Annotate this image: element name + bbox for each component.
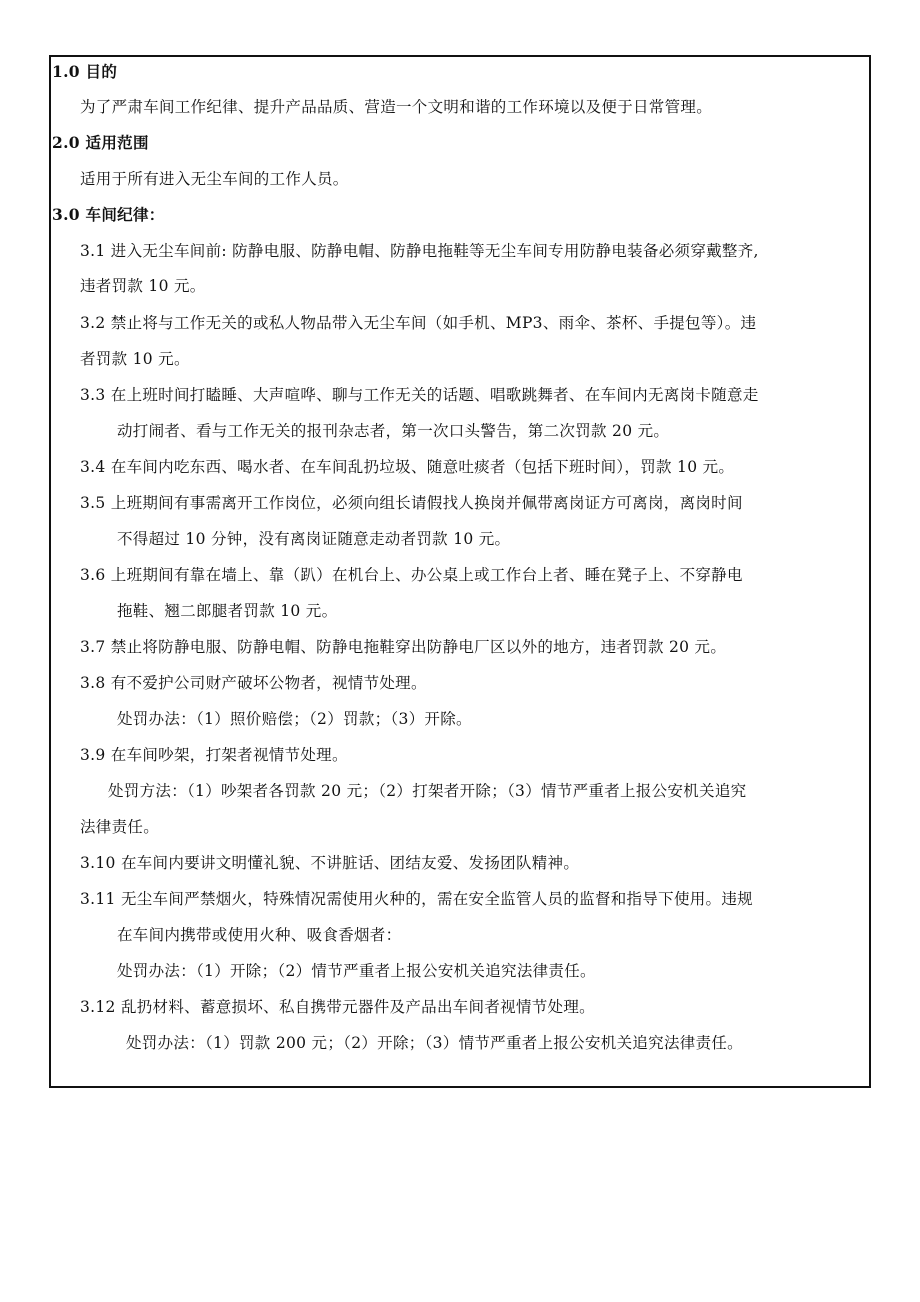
rule-3-9-line-1: 3.9 在车间吵架，打架者视情节处理。 [80, 746, 348, 764]
rule-3-10-line-1: 3.10 在车间内要讲文明懂礼貌、不讲脏话、团结友爱、发扬团队精神。 [80, 854, 580, 872]
rule-3-12-penalty: 处罚办法：（1）罚款 200 元；（2）开除；（3）情节严重者上报公安机关追究法律责任。 [126, 1034, 743, 1052]
rule-3-3-line-2: 动打闹者、看与工作无关的报刊杂志者，第一次口头警告，第二次罚款 20 元。 [117, 422, 670, 440]
rule-3-1-line-2: 违者罚款 10 元。 [80, 277, 206, 295]
rule-3-8-penalty: 处罚办法：（1）照价赔偿；（2）罚款；（3）开除。 [117, 710, 472, 728]
rule-3-2-line-2: 者罚款 10 元。 [80, 350, 190, 368]
rule-3-8-line-1: 3.8 有不爱护公司财产破坏公物者，视情节处理。 [80, 674, 427, 692]
rule-3-12-line-1: 3.12 乱扔材料、蓄意损坏、私自携带元器件及产品出车间者视情节处理。 [80, 998, 595, 1016]
rule-3-11-line-1: 3.11 无尘车间严禁烟火，特殊情况需使用火种的，需在安全监管人员的监督和指导下使用。违规 [80, 890, 753, 908]
section-2-title: 2.0 适用范围 [52, 133, 149, 152]
rule-3-5-line-1: 3.5 上班期间有事需离开工作岗位，必须向组长请假找人换岗并佩带离岗证方可离岗，离岗时间 [80, 494, 743, 512]
rule-3-5-line-2: 不得超过 10 分钟，没有离岗证随意走动者罚款 10 元。 [117, 530, 511, 548]
rule-3-11-line-2: 在车间内携带或使用火种、吸食香烟者： [117, 926, 402, 944]
section-3-title: 3.0 车间纪律： [52, 205, 165, 224]
rule-3-2-line-1: 3.2 禁止将与工作无关的或私人物品带入无尘车间（如手机、MP3、雨伞、茶杯、手提包等）。违 [80, 314, 757, 332]
rule-3-3-line-1: 3.3 在上班时间打瞌睡、大声喧哗、聊与工作无关的话题、唱歌跳舞者、在车间内无离岗卡随意走 [80, 386, 759, 404]
rule-3-9-penalty-cont: 法律责任。 [80, 818, 160, 836]
rule-3-7-line-1: 3.7 禁止将防静电服、防静电帽、防静电拖鞋穿出防静电厂区以外的地方，违者罚款 20 元。 [80, 638, 727, 656]
rule-3-11-penalty: 处罚办法：（1）开除；（2）情节严重者上报公安机关追究法律责任。 [117, 962, 596, 980]
section-1-title: 1.0 目的 [52, 62, 118, 81]
section-1-body: 为了严肃车间工作纪律、提升产品品质、营造一个文明和谐的工作环境以及便于日常管理。 [80, 98, 713, 116]
rule-3-1-line-1: 3.1 进入无尘车间前: 防静电服、防静电帽、防静电拖鞋等无尘车间专用防静电装备必须穿戴整齐, [80, 242, 759, 260]
rule-3-9-penalty: 处罚方法：（1）吵架者各罚款 20 元；（2）打架者开除；（3）情节严重者上报公安机关追究 [108, 782, 747, 800]
rule-3-6-line-1: 3.6 上班期间有靠在墙上、靠（趴）在机台上、办公桌上或工作台上者、睡在凳子上、不穿静电 [80, 566, 743, 584]
rule-3-6-line-2: 拖鞋、翘二郎腿者罚款 10 元。 [117, 602, 338, 620]
section-2-body: 适用于所有进入无尘车间的工作人员。 [80, 170, 349, 188]
rule-3-4-line-1: 3.4 在车间内吃东西、喝水者、在车间乱扔垃圾、随意吐痰者（包括下班时间），罚款 10 元。 [80, 458, 735, 476]
